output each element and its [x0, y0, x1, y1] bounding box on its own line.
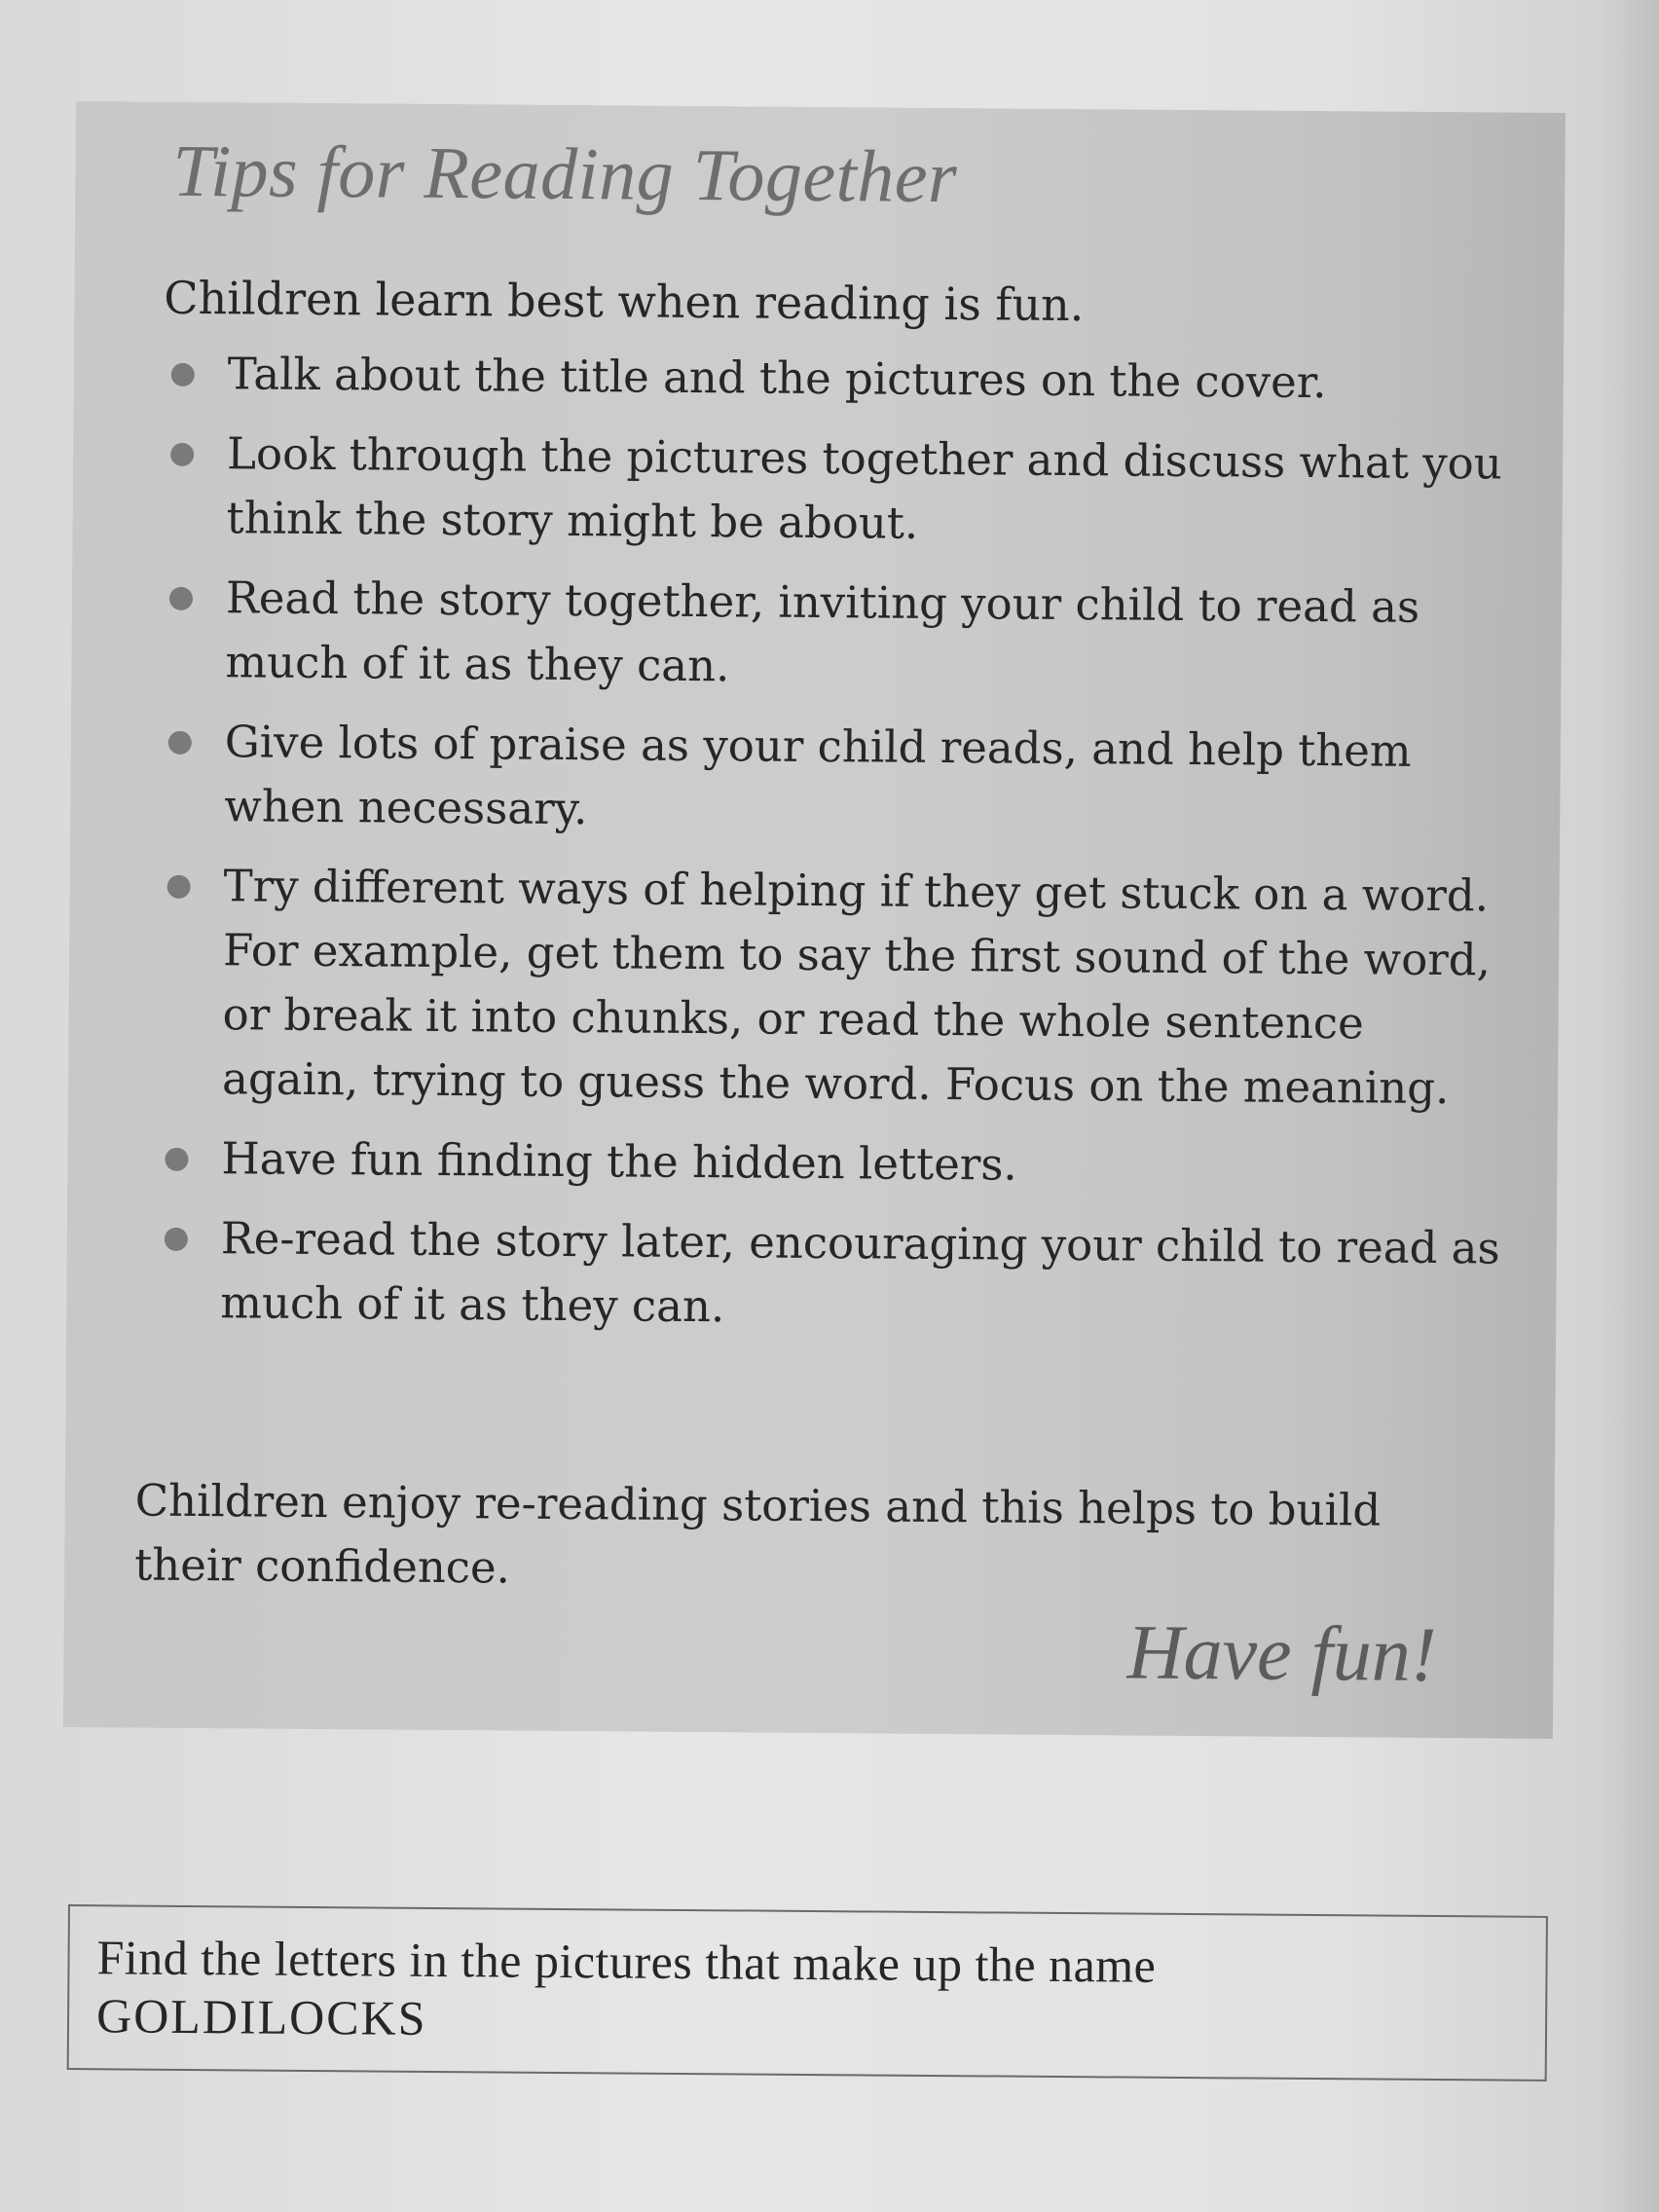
find-letters-box [67, 1904, 1548, 2082]
tip-item [157, 1126, 1500, 1201]
tips-closing: Children enjoy re-reading stories and this helps to build their confidence. [133, 1474, 1382, 1594]
bullet-icon [165, 1148, 188, 1171]
bullet-icon [171, 363, 195, 387]
tip-text: Give lots of praise as your child reads, and help them when necessary. [224, 716, 1412, 835]
tip-item [158, 854, 1503, 1122]
tip-item [162, 422, 1506, 561]
bullet-icon [169, 587, 193, 610]
bullet-icon [167, 875, 191, 899]
tip-text: Re-read the story later, encouraging your child to read as much of it as they can. [220, 1212, 1500, 1333]
tip-item [164, 342, 1507, 417]
find-letters-text [96, 1928, 1157, 2053]
tips-list [156, 342, 1507, 1361]
tips-signoff: Have fun! [1126, 1609, 1437, 1699]
tip-text: Read the story together, inviting your child to read as much of it as they can. [225, 571, 1420, 692]
bullet-icon [165, 1228, 188, 1251]
tip-text: Have fun finding the hidden letters. [221, 1132, 1017, 1191]
tips-panel [63, 101, 1566, 1739]
tips-intro: Children learn best when reading is fun. [164, 271, 1085, 332]
tips-title: Tips for Reading Together [172, 129, 958, 219]
tip-item [161, 566, 1505, 705]
page-edge-shadow [1601, 0, 1659, 2212]
find-letters-instruction: Find the letters in the pictures that make up the name [96, 1930, 1157, 1993]
find-letters-name: GOLDILOCKS [95, 1988, 427, 2046]
tip-item [160, 710, 1504, 849]
tip-text: Talk about the title and the pictures on the cover. [227, 348, 1327, 409]
bullet-icon [170, 443, 194, 466]
tip-item [156, 1206, 1500, 1346]
tip-text: Look through the pictures together and discuss what you think the story might be about. [226, 427, 1502, 549]
tip-text: Try different ways of helping if they get stuck on a word. For example, get them to say the first sound of the word, or break it into chunks, or read the whole sentence again, trying to guess the word. Focus on the meaning. [221, 860, 1492, 1115]
bullet-icon [168, 731, 192, 755]
